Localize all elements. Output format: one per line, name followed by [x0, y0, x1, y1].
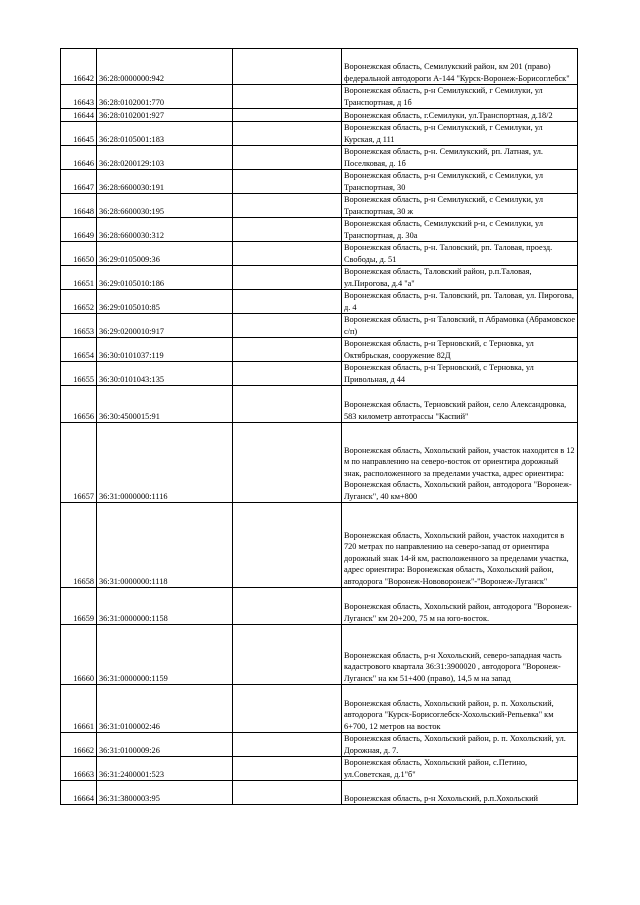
- row-number: 16648: [61, 194, 97, 218]
- cadastral-number: 36:31:0100009:26: [97, 733, 233, 757]
- table-body: [61, 49, 578, 805]
- cadastral-number: 36:30:0101037:119: [97, 338, 233, 362]
- empty-cell: [233, 338, 342, 362]
- address: Воронежская область, р-н Семилукский, с Семилуки, ул Транспортная, 30 ж: [342, 194, 578, 218]
- empty-cell: [233, 266, 342, 290]
- table-row: [61, 170, 578, 194]
- empty-cell: [233, 218, 342, 242]
- row-number: 16656: [61, 386, 97, 423]
- table-row: [61, 423, 578, 503]
- table-row: [61, 685, 578, 733]
- empty-cell: [233, 49, 342, 85]
- empty-cell: [233, 733, 342, 757]
- address: Воронежская область, р-н Терновский, с Терновка, ул Привольная, д 44: [342, 362, 578, 386]
- table-row: [61, 266, 578, 290]
- cadastral-number: 36:31:0000000:1158: [97, 588, 233, 625]
- table-row: [61, 362, 578, 386]
- address: Воронежская область, Семилукский р-н, с Семилуки, ул Транспортная, д. 30а: [342, 218, 578, 242]
- empty-cell: [233, 122, 342, 146]
- address: Воронежская область, р-н Терновский, с Терновка, ул Октябрьская, сооружение 82Д: [342, 338, 578, 362]
- row-number: 16661: [61, 685, 97, 733]
- table-row: [61, 242, 578, 266]
- address: Воронежская область, Хохольский район, автодорога "Воронеж-Луганск" км 20+200, 75 м на юго-восток.: [342, 588, 578, 625]
- empty-cell: [233, 146, 342, 170]
- table-row: [61, 109, 578, 122]
- table-row: [61, 290, 578, 314]
- document-page: [60, 48, 578, 805]
- table-row: [61, 338, 578, 362]
- address: Воронежская область, Таловский район, р.п.Таловая, ул.Пирогова, д.4 "а": [342, 266, 578, 290]
- row-number: 16643: [61, 85, 97, 109]
- address: Воронежская область, Терновский район, село Александровка, 583 километр автотрассы "Каспий": [342, 386, 578, 423]
- address: Воронежская область, г.Семилуки, ул.Транспортная, д.18/2: [342, 109, 578, 122]
- cadastral-table: [60, 48, 578, 805]
- address: Воронежская область, р-н. Семилукский, рп. Латная, ул. Поселковая, д. 1б: [342, 146, 578, 170]
- row-number: 16655: [61, 362, 97, 386]
- cadastral-number: 36:31:0000000:1159: [97, 625, 233, 685]
- address: Воронежская область, р-н. Таловский, рп. Таловая, проезд. Свободы, д. 51: [342, 242, 578, 266]
- table-row: [61, 314, 578, 338]
- table-row: [61, 194, 578, 218]
- row-number: 16663: [61, 757, 97, 781]
- table-row: [61, 625, 578, 685]
- cadastral-number: 36:28:6600030:191: [97, 170, 233, 194]
- cadastral-number: 36:31:0100002:46: [97, 685, 233, 733]
- address: Воронежская область, Хохольский район, р. п. Хохольский, автодорога "Курск-Борисоглебск-Хохольский-Репьевка" км 6+700, 12 метров на восток: [342, 685, 578, 733]
- row-number: 16650: [61, 242, 97, 266]
- cadastral-number: 36:29:0105009:36: [97, 242, 233, 266]
- cadastral-number: 36:28:6600030:195: [97, 194, 233, 218]
- cadastral-number: 36:31:0000000:1118: [97, 503, 233, 588]
- cadastral-number: 36:31:0000000:1116: [97, 423, 233, 503]
- empty-cell: [233, 290, 342, 314]
- address: Воронежская область, р-н Таловский, п Абрамовка (Абрамовское с/п): [342, 314, 578, 338]
- cadastral-number: 36:28:0102001:927: [97, 109, 233, 122]
- address: Воронежская область, р-н Семилукский, г Семилуки, ул Транспортная, д 1б: [342, 85, 578, 109]
- address: Воронежская область, р-н. Таловский, рп. Таловая, ул. Пирогова, д. 4: [342, 290, 578, 314]
- address: Воронежская область, Хохольский район, р. п. Хохольский, ул. Дорожная, д. 7.: [342, 733, 578, 757]
- empty-cell: [233, 781, 342, 805]
- table-row: [61, 733, 578, 757]
- empty-cell: [233, 757, 342, 781]
- table-row: [61, 588, 578, 625]
- empty-cell: [233, 314, 342, 338]
- cadastral-number: 36:30:4500015:91: [97, 386, 233, 423]
- empty-cell: [233, 503, 342, 588]
- table-row: [61, 757, 578, 781]
- row-number: 16647: [61, 170, 97, 194]
- table-row: [61, 218, 578, 242]
- empty-cell: [233, 194, 342, 218]
- table-row: [61, 122, 578, 146]
- empty-cell: [233, 109, 342, 122]
- row-number: 16646: [61, 146, 97, 170]
- row-number: 16651: [61, 266, 97, 290]
- cadastral-number: 36:29:0105010:186: [97, 266, 233, 290]
- row-number: 16644: [61, 109, 97, 122]
- empty-cell: [233, 625, 342, 685]
- table-row: [61, 85, 578, 109]
- table-row: [61, 503, 578, 588]
- address: Воронежская область, Семилукский район, км 201 (право) федеральной автодороги А-144 "Курск-Воронеж-Борисоглебск": [342, 49, 578, 85]
- row-number: 16657: [61, 423, 97, 503]
- cadastral-number: 36:29:0200010:917: [97, 314, 233, 338]
- row-number: 16649: [61, 218, 97, 242]
- table-row: [61, 146, 578, 170]
- address: Воронежская область, р-н Семилукский, с Семилуки, ул Транспортная, 30: [342, 170, 578, 194]
- address: Воронежская область, Хохольский район, с.Петино, ул.Советская, д.1"б": [342, 757, 578, 781]
- cadastral-number: 36:30:0101043:135: [97, 362, 233, 386]
- row-number: 16652: [61, 290, 97, 314]
- empty-cell: [233, 170, 342, 194]
- address: Воронежская область, р-н Семилукский, г Семилуки, ул Курская, д 111: [342, 122, 578, 146]
- empty-cell: [233, 423, 342, 503]
- cadastral-number: 36:28:0200129:103: [97, 146, 233, 170]
- table-row: [61, 781, 578, 805]
- empty-cell: [233, 588, 342, 625]
- cadastral-number: 36:31:2400001:523: [97, 757, 233, 781]
- empty-cell: [233, 685, 342, 733]
- row-number: 16653: [61, 314, 97, 338]
- row-number: 16642: [61, 49, 97, 85]
- empty-cell: [233, 85, 342, 109]
- row-number: 16654: [61, 338, 97, 362]
- row-number: 16664: [61, 781, 97, 805]
- row-number: 16660: [61, 625, 97, 685]
- row-number: 16662: [61, 733, 97, 757]
- row-number: 16645: [61, 122, 97, 146]
- cadastral-number: 36:28:0000000:942: [97, 49, 233, 85]
- address: Воронежская область, Хохольский район, участок находится в 12 м по направлению на северо-восток от ориентира дорожный знак, расположенного за пределами участка, адрес ориентира: Воронежская область, Хохольский район, автодорога "Воронеж-Луганск", 40 км+800: [342, 423, 578, 503]
- address: Воронежская область, Хохольский район, участок находится в 720 метрах по направлению на северо-запад от ориентира дорожный знак 14-й км, расположенного за пределами участка, адрес ориентира: Воронежская область, Хохольский район, автодорога "Воронеж-Нововоронеж"-"Воронеж-Луганск": [342, 503, 578, 588]
- cadastral-number: 36:29:0105010:85: [97, 290, 233, 314]
- cadastral-number: 36:28:0102001:770: [97, 85, 233, 109]
- cadastral-number: 36:31:3800003:95: [97, 781, 233, 805]
- address: Воронежская область, р-н Хохольский, р.п.Хохольский: [342, 781, 578, 805]
- row-number: 16659: [61, 588, 97, 625]
- empty-cell: [233, 386, 342, 423]
- empty-cell: [233, 242, 342, 266]
- address: Воронежская область, р-н Хохольский, северо-западная часть кадастрового квартала 36:31:3900020 , автодорога "Воронеж-Луганск" на км 51+400 (право), 14,5 м на запад: [342, 625, 578, 685]
- cadastral-number: 36:28:6600030:312: [97, 218, 233, 242]
- cadastral-number: 36:28:0105001:183: [97, 122, 233, 146]
- table-row: [61, 386, 578, 423]
- row-number: 16658: [61, 503, 97, 588]
- table-row: [61, 49, 578, 85]
- empty-cell: [233, 362, 342, 386]
